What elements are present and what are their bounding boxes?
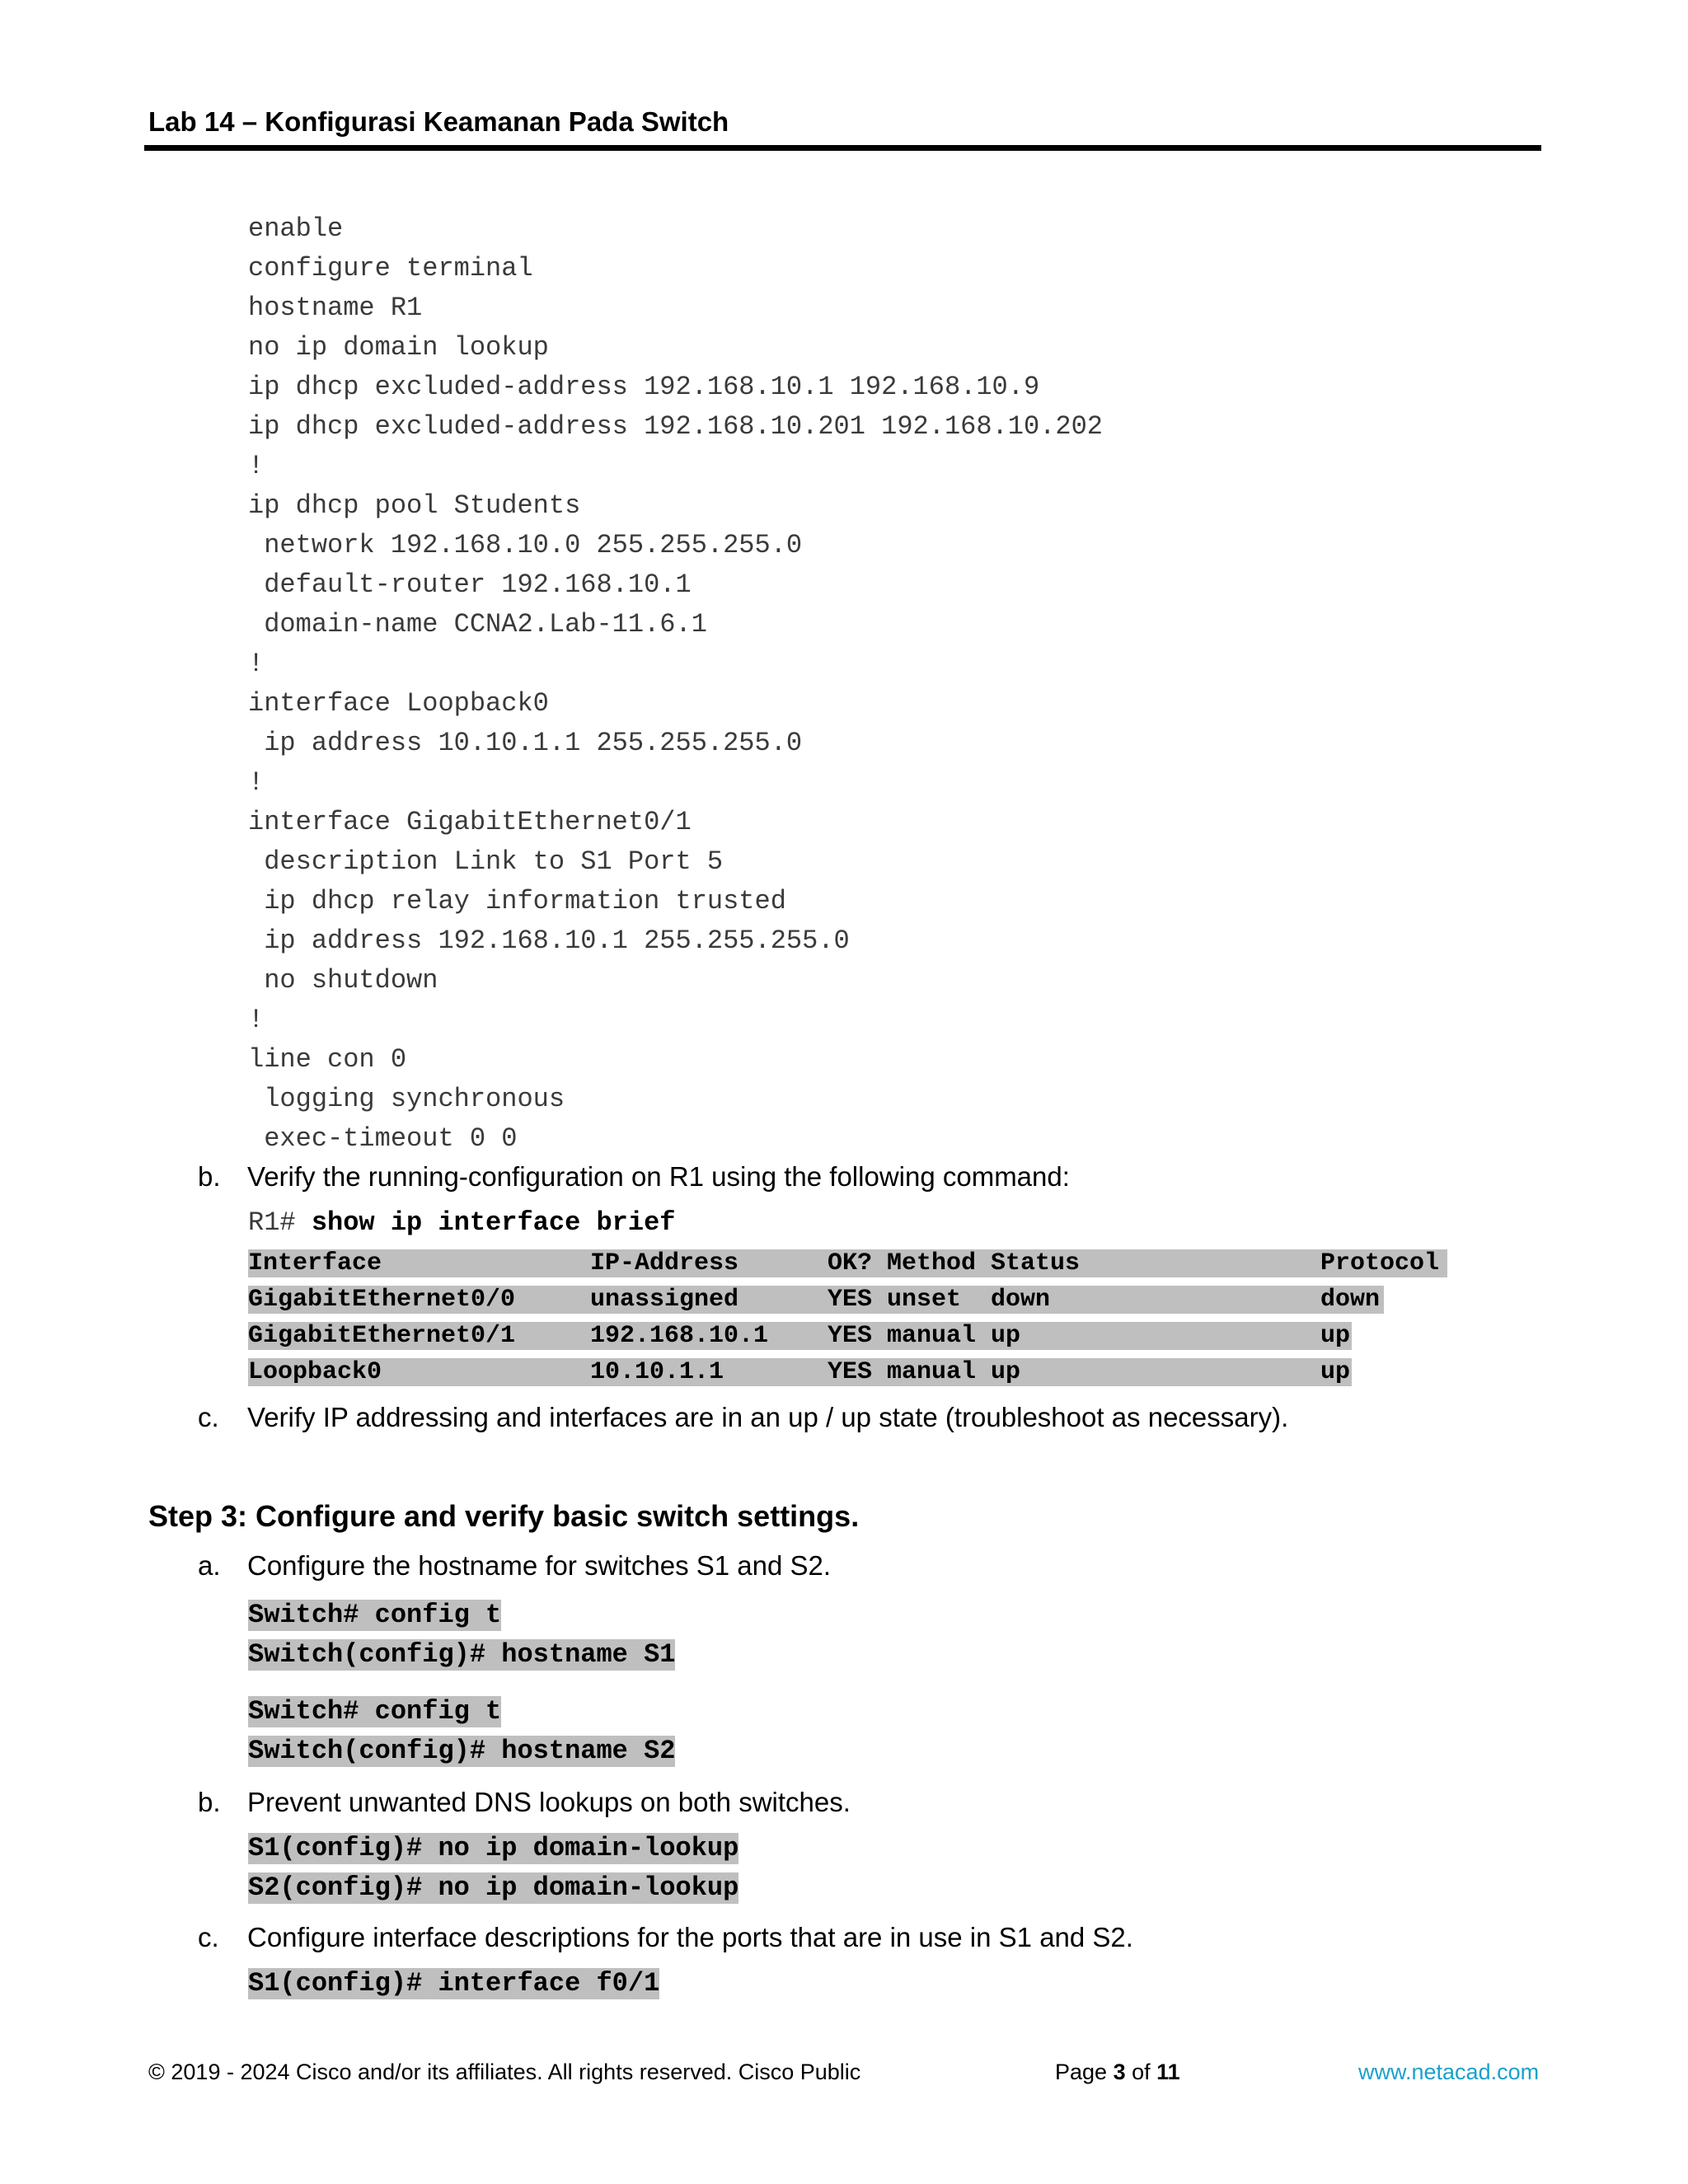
table-cell: unassigned bbox=[590, 1286, 739, 1314]
table-cell: Interface bbox=[248, 1249, 382, 1277]
config-line: interface GigabitEthernet0/1 bbox=[248, 807, 692, 837]
footer-page-total: 11 bbox=[1156, 2060, 1180, 2084]
hostname-s1-cmd-2: Switch(config)# hostname S1 bbox=[248, 1639, 676, 1670]
hostname-s1-cmd-1: Switch# config t bbox=[248, 1600, 502, 1630]
table-cell: IP-Address bbox=[590, 1249, 739, 1277]
config-line: ip address 10.10.1.1 255.255.255.0 bbox=[248, 728, 803, 758]
config-line: ! bbox=[248, 767, 265, 798]
step-3-heading: Step 3: Configure and verify basic switch settings. bbox=[148, 1499, 860, 1533]
table-cell: 10.10.1.1 bbox=[590, 1358, 724, 1386]
config-line: ip dhcp pool Students bbox=[248, 490, 581, 521]
s2-no-domain-lookup-cmd: S2(config)# no ip domain-lookup bbox=[248, 1872, 739, 1903]
step-c-letter: c. bbox=[198, 1402, 219, 1432]
table-cell: 192.168.10.1 bbox=[590, 1322, 769, 1350]
table-cell: up bbox=[991, 1358, 1021, 1386]
s1-no-domain-lookup-cmd: S1(config)# no ip domain-lookup bbox=[248, 1833, 739, 1863]
step-3b-letter: b. bbox=[198, 1787, 221, 1817]
config-line: logging synchronous bbox=[248, 1084, 565, 1114]
show-command-line bbox=[248, 1207, 675, 1240]
table-cell: up bbox=[991, 1322, 1021, 1350]
router-config-listing bbox=[248, 209, 1103, 1159]
row-shading bbox=[248, 1358, 1352, 1386]
config-line: ip address 192.168.10.1 255.255.255.0 bbox=[248, 926, 850, 956]
step-c-text: Verify IP addressing and interfaces are in an up / up state (troubleshoot as necessary). bbox=[247, 1402, 1289, 1432]
config-line: exec-timeout 0 0 bbox=[248, 1123, 518, 1154]
config-line: ! bbox=[248, 451, 265, 481]
table-cell: YES manual bbox=[828, 1322, 977, 1350]
table-cell: up bbox=[1320, 1358, 1351, 1386]
footer-copyright: © 2019 - 2024 Cisco and/or its affiliates. All rights reserved. Cisco Public bbox=[148, 2060, 861, 2084]
config-line: description Link to S1 Port 5 bbox=[248, 846, 724, 877]
table-cell: YES unset bbox=[828, 1286, 962, 1314]
config-line: ! bbox=[248, 1005, 265, 1035]
step-b-letter: b. bbox=[198, 1161, 221, 1192]
table-cell: down bbox=[1320, 1286, 1381, 1314]
config-line: no ip domain lookup bbox=[248, 332, 549, 363]
table-cell: YES manual bbox=[828, 1358, 977, 1386]
command-prompt: R1# bbox=[248, 1207, 312, 1238]
hostname-s2-cmd-2: Switch(config)# hostname S2 bbox=[248, 1736, 676, 1766]
step-3c-text: Configure interface descriptions for the ports that are in use in S1 and S2. bbox=[247, 1922, 1133, 1952]
config-line: ip dhcp excluded-address 192.168.10.201 192.168.10.202 bbox=[248, 411, 1103, 442]
config-line: enable bbox=[248, 213, 344, 244]
table-cell: down bbox=[991, 1286, 1051, 1314]
step-b-text: Verify the running-configuration on R1 using the following command: bbox=[247, 1161, 1070, 1192]
table-cell: Loopback0 bbox=[248, 1358, 382, 1386]
page-header-title: Lab 14 – Konfigurasi Keamanan Pada Switch bbox=[148, 106, 729, 137]
config-line: interface Loopback0 bbox=[248, 688, 549, 719]
config-line: hostname R1 bbox=[248, 293, 423, 323]
config-line: ip dhcp relay information trusted bbox=[248, 886, 786, 916]
footer-page-prefix: Page bbox=[1055, 2060, 1114, 2084]
table-cell: GigabitEthernet0/1 bbox=[248, 1322, 516, 1350]
config-line: no shutdown bbox=[248, 965, 438, 996]
table-cell: Status bbox=[991, 1249, 1081, 1277]
footer-page-current: 3 bbox=[1113, 2060, 1126, 2084]
config-line: network 192.168.10.0 255.255.255.0 bbox=[248, 530, 803, 560]
footer-website-link[interactable]: www.netacad.com bbox=[1358, 2060, 1540, 2084]
table-cell: GigabitEthernet0/0 bbox=[248, 1286, 516, 1314]
hostname-s2-cmd-1: Switch# config t bbox=[248, 1696, 502, 1727]
config-line: domain-name CCNA2.Lab-11.6.1 bbox=[248, 609, 707, 640]
header-divider bbox=[144, 145, 1541, 151]
s1-interface-f0-1-cmd: S1(config)# interface f0/1 bbox=[248, 1968, 660, 1999]
config-line: default-router 192.168.10.1 bbox=[248, 569, 692, 600]
step-3a-text: Configure the hostname for switches S1 and S2. bbox=[247, 1550, 832, 1581]
footer-page-number bbox=[1055, 2058, 1180, 2086]
table-cell: Protocol bbox=[1320, 1249, 1440, 1277]
config-line: line con 0 bbox=[248, 1044, 407, 1075]
config-line: configure terminal bbox=[248, 253, 533, 284]
step-3b-text: Prevent unwanted DNS lookups on both switches. bbox=[247, 1787, 851, 1817]
show-command: show ip interface brief bbox=[311, 1207, 676, 1238]
table-cell: OK? Method bbox=[828, 1249, 977, 1277]
config-line: ip dhcp excluded-address 192.168.10.1 192.168.10.9 bbox=[248, 372, 1040, 402]
step-3c-letter: c. bbox=[198, 1922, 219, 1952]
config-line: ! bbox=[248, 649, 265, 679]
table-cell: up bbox=[1320, 1322, 1351, 1350]
step-3a-letter: a. bbox=[198, 1550, 221, 1581]
footer-page-of: of bbox=[1125, 2060, 1157, 2084]
